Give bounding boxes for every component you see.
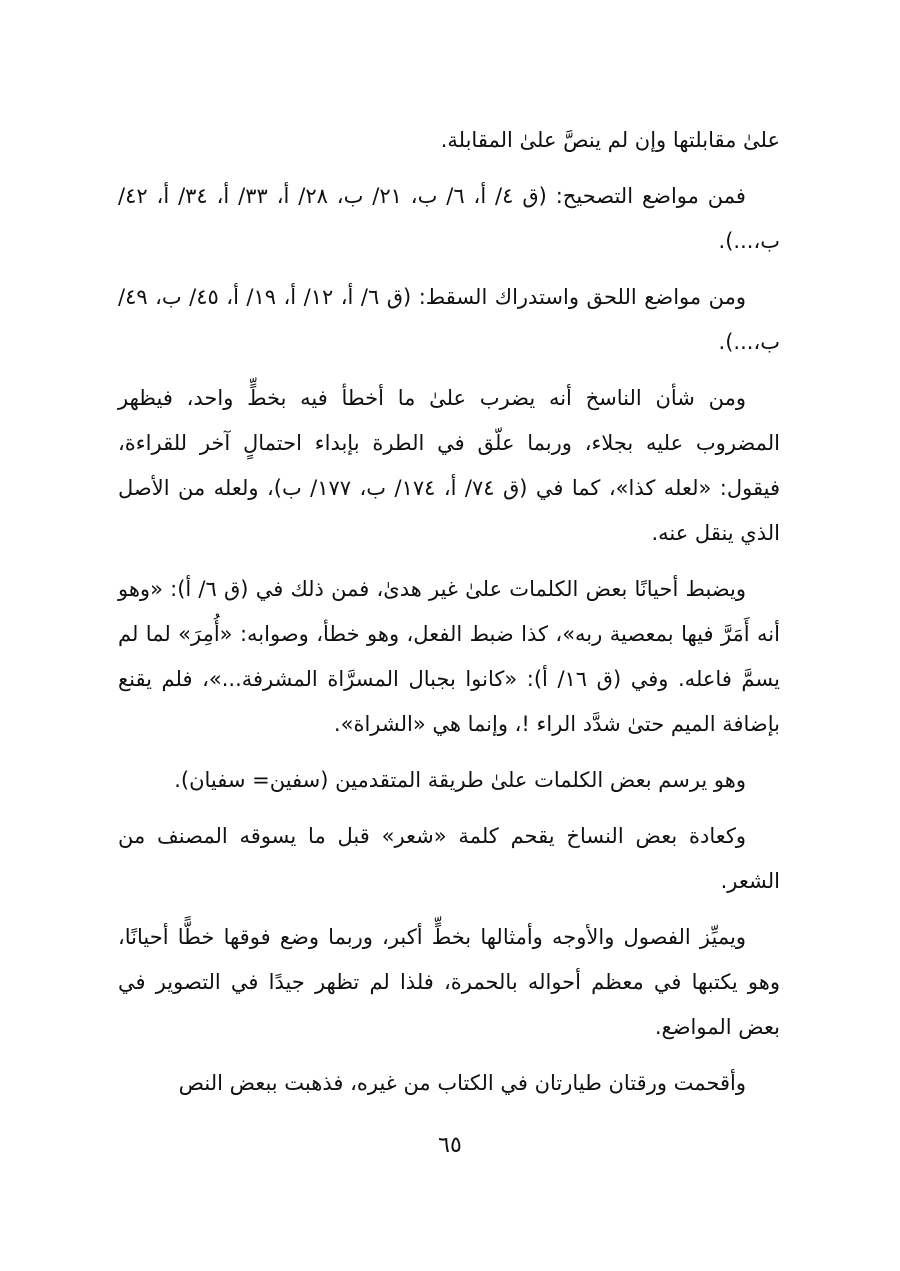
- paragraph-loose-leaves: وأقحمت ورقتان طيارتان في الكتاب من غيره، فذهبت ببعض النص: [178, 1071, 746, 1095]
- paragraph-vocalization: ويضبط أحيانًا بعض الكلمات علىٰ غير هدىٰ، فمن ذلك في (ق ٦/ أ): «وهو أنه أَمَرَّ فيها بمعصية ربه»، كذا ضبط الفعل، وهو خطأ، وصوابه: «أُمِرَ» لما لم يسمَّ فاعله. وفي (ق ١٦/ أ): «كانوا بجبال المسرَّاة المشرفة...»، فلم يقنع بإضافة الميم حتىٰ شدَّد الراء !، وإنما هي «الشراة».: [118, 577, 780, 736]
- paragraph-section-headings: ويميِّز الفصول والأوجه وأمثالها بخطٍّ أكبر، وربما وضع فوقها خطًّا أحيانًا، وهو يكتبها في معظم أحواله بالحمرة، فلذا لم تظهر جيدًا في التصوير في بعض المواضع.: [118, 925, 780, 1039]
- paragraph-insertion-places: ومن مواضع اللحق واستدراك السقط: (ق ٦/ أ، ١٢/ أ، ١٩/ أ، ٤٥/ ب، ٤٩/ ب،...).: [118, 285, 780, 354]
- paragraph-correction-places: فمن مواضع التصحيح: (ق ٤/ أ، ٦/ ب، ٢١/ ب، ٢٨/ أ، ٣٣/ أ، ٣٤/ أ، ٤٢/ ب،...).: [118, 184, 780, 253]
- paragraph-poetry-marker: وكعادة بعض النساخ يقحم كلمة «شعر» قبل ما يسوقه المصنف من الشعر.: [118, 824, 780, 893]
- paragraph-continuation: علىٰ مقابلتها وإن لم ينصَّ علىٰ المقابلة.: [440, 128, 780, 152]
- body-text: [118, 118, 780, 1117]
- page-number: ٦٥: [438, 1133, 462, 1158]
- paragraph-orthography: وهو يرسم بعض الكلمات علىٰ طريقة المتقدمين (سفين= سفيان).: [174, 768, 746, 792]
- paragraph-copyist-strikeouts: ومن شأن الناسخ أنه يضرب علىٰ ما أخطأ فيه بخطٍّ واحد، فيظهر المضروب عليه بجلاء، وربما علّق في الطرة بإبداء احتمالٍ آخر للقراءة، فيقول: «لعله كذا»، كما في (ق ٧٤/ أ، ١٧٤/ ب، ١٧٧/ ب)، ولعله من الأصل الذي ينقل عنه.: [118, 386, 780, 545]
